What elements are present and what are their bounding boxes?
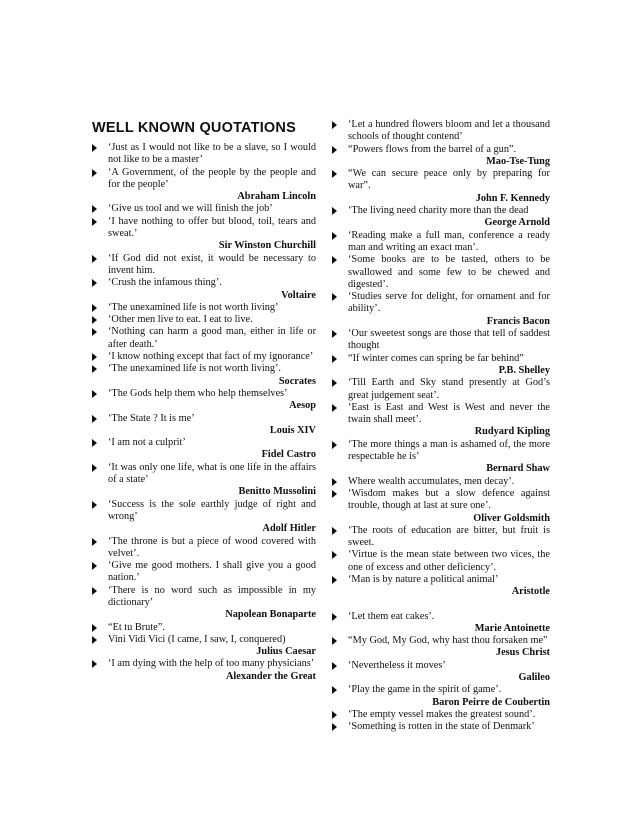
- quotation-text: ‘The more things a man is ashamed of, the more respectable he is’: [348, 438, 550, 463]
- bullet-triangle-icon: [92, 624, 97, 632]
- quotation-text: ‘A Government, of the people by the people and for the people’: [108, 166, 316, 190]
- quotation-item: [92, 634, 316, 646]
- bullet-triangle-icon: [332, 330, 337, 338]
- quotation-author: Aesop: [289, 400, 316, 412]
- bullet-triangle-icon: [92, 660, 97, 668]
- quotation-author: Galileo: [518, 672, 550, 684]
- quotation-text: ‘Just as I would not like to be a slave, so I would not like to be a master’: [108, 142, 316, 166]
- quotation-item: [92, 462, 316, 487]
- quotation-text: ‘The unexamined life is not worth living’: [108, 301, 279, 313]
- bullet-triangle-icon: [92, 464, 97, 472]
- bullet-triangle-icon: [92, 501, 97, 509]
- bullet-triangle-icon: [332, 637, 337, 645]
- bullet-triangle-icon: [332, 711, 337, 719]
- quotation-item: [332, 144, 550, 156]
- quotation-author: Socrates: [278, 375, 316, 387]
- quotation-item: [332, 230, 550, 255]
- quotation-text: ‘Some books are to be tasted, others to be swallowed and some few to be chewed and digested’.: [348, 254, 550, 290]
- bullet-triangle-icon: [332, 404, 337, 412]
- quotation-item: [332, 168, 550, 193]
- bullet-triangle-icon: [332, 170, 337, 178]
- quotation-item: [332, 574, 550, 586]
- bullet-triangle-icon: [332, 723, 337, 731]
- bullet-triangle-icon: [92, 279, 97, 287]
- bullet-triangle-icon: [92, 587, 97, 595]
- quotation-item: [332, 660, 550, 672]
- quotation-author: Marie Antoinette: [474, 622, 550, 634]
- quotation-text: ‘The living need charity more than the dead: [348, 205, 529, 217]
- quotation-text: ‘The Gods help them who help themselves’: [108, 387, 288, 399]
- quotation-author: Aristotle: [511, 586, 550, 598]
- quotation-text: ‘Give us tool and we will finish the job’: [108, 203, 273, 215]
- quotation-text: ‘Crush the infamous thing’.: [108, 277, 222, 289]
- quotation-text: Where wealth accumulates, men decay’.: [348, 475, 515, 487]
- quotation-item: [92, 536, 316, 561]
- bullet-triangle-icon: [332, 121, 337, 129]
- quotation-item: [332, 328, 550, 353]
- quotation-text: ‘Let them eat cakes’.: [348, 610, 435, 622]
- quotation-text: Vini Vidi Vici (I came, I saw, I, conquered): [108, 633, 286, 645]
- quotation-author: Voltaire: [281, 289, 316, 301]
- quotation-author: Fidel Castro: [261, 449, 316, 461]
- bullet-triangle-icon: [332, 686, 337, 694]
- bullet-triangle-icon: [92, 636, 97, 644]
- quotation-text: “Powers flows from the barrel of a gun”.: [348, 143, 517, 155]
- quotation-author: George Arnold: [484, 217, 550, 229]
- bullet-triangle-icon: [92, 328, 97, 336]
- quotation-item: [92, 277, 316, 289]
- quotation-author: Baron Peirre de Coubertin: [432, 696, 550, 708]
- page-title: WELL KNOWN QUOTATIONS: [92, 120, 296, 136]
- quotation-text: ‘Nothing can harm a good man, either in life or after death.’: [108, 326, 316, 350]
- bullet-triangle-icon: [332, 355, 337, 363]
- bullet-triangle-icon: [332, 293, 337, 301]
- bullet-triangle-icon: [92, 316, 97, 324]
- bullet-triangle-icon: [332, 490, 337, 498]
- quotation-text: ‘The empty vessel makes the greatest sound’.: [348, 708, 536, 720]
- quotation-text: ‘Let a hundred flowers bloom and let a thousand schools of thought contend’: [348, 119, 550, 143]
- quotation-item: [332, 254, 550, 291]
- quotation-item: [92, 203, 316, 215]
- bullet-triangle-icon: [332, 379, 337, 387]
- bullet-triangle-icon: [92, 353, 97, 361]
- quotation-text: “My God, My God, why hast thou forsaken me”: [348, 635, 548, 647]
- quotation-item: [332, 709, 550, 721]
- quotation-author: Jesus Christ: [495, 647, 550, 659]
- quotation-item: [92, 351, 316, 363]
- bullet-triangle-icon: [92, 365, 97, 373]
- quotation-item: [332, 439, 550, 464]
- quotation-text: ‘East is East and West is West and never the twain shall meet’.: [348, 401, 550, 426]
- quotation-text: ‘Man is by nature a political animal’: [348, 573, 499, 585]
- bullet-triangle-icon: [332, 527, 337, 535]
- bullet-triangle-icon: [332, 551, 337, 559]
- quotation-text: “We can secure peace only by preparing for war”.: [348, 168, 550, 192]
- bullet-triangle-icon: [92, 169, 97, 177]
- quotation-text: ‘It was only one life, what is one life in the affairs of a state’: [108, 461, 316, 486]
- quotation-text: ‘Something is rotten in the state of Denmark’: [348, 721, 535, 733]
- quotation-item: [332, 402, 550, 427]
- bullet-triangle-icon: [332, 256, 337, 264]
- quotation-item: [92, 437, 316, 449]
- quotation-text: ‘The roots of education are bitter, but fruit is sweet.: [348, 524, 550, 549]
- quotation-item: [92, 216, 316, 241]
- quotation-text: ‘Wisdom makes but a slow defence against trouble, though at last at sure one’.: [348, 487, 550, 512]
- quotation-text: ‘Success is the sole earthly judge of right and wrong’: [108, 498, 316, 522]
- quotation-text: “Et tu Brute”.: [108, 621, 165, 633]
- quotation-author: Bernard Shaw: [486, 463, 550, 475]
- quotation-text: ‘Our sweetest songs are those that tell of saddest thought: [348, 328, 550, 352]
- quotation-item: [332, 353, 550, 365]
- quotation-item: [92, 142, 316, 167]
- quotation-author: P.B. Shelley: [498, 364, 550, 376]
- left-column: [92, 120, 316, 683]
- quotation-text: ‘The throne is but a piece of wood covered with velvet’.: [108, 535, 316, 559]
- quotation-text: ‘Studies serve for delight, for ornament and for ability’.: [348, 291, 550, 315]
- quotation-item: [92, 585, 316, 610]
- quotation-item: [92, 658, 316, 670]
- quotation-text: ‘Give me good mothers. I shall give you a good nation.’: [108, 560, 316, 584]
- quotation-author: Adolf Hitler: [262, 523, 316, 535]
- quotation-item: [92, 560, 316, 585]
- bullet-triangle-icon: [92, 562, 97, 570]
- quotation-author: Francis Bacon: [486, 315, 550, 327]
- quotation-item: [92, 302, 316, 314]
- bullet-triangle-icon: [332, 613, 337, 621]
- quotation-author: Oliver Goldsmith: [473, 512, 550, 524]
- bullet-triangle-icon: [332, 478, 337, 486]
- quotation-text: ‘The State ? It is me’: [108, 412, 195, 424]
- quotation-item: [332, 291, 550, 316]
- quotation-item: [92, 388, 316, 400]
- quotation-text: ‘Till Earth and Sky stand presently at God’s great judgement seat’.: [348, 377, 550, 401]
- quotation-item: [332, 525, 550, 550]
- bullet-triangle-icon: [92, 218, 97, 226]
- bullet-triangle-icon: [92, 390, 97, 398]
- bullet-triangle-icon: [92, 439, 97, 447]
- bullet-triangle-icon: [92, 205, 97, 213]
- quotation-item: [92, 363, 316, 375]
- quotation-author: John F. Kennedy: [475, 192, 550, 204]
- quotation-item: [332, 721, 550, 733]
- bullet-triangle-icon: [92, 255, 97, 263]
- quotation-item: [332, 377, 550, 402]
- quotation-author: Mao-Tse-Tung: [486, 155, 550, 167]
- quotation-item: [92, 314, 316, 326]
- bullet-triangle-icon: [332, 207, 337, 215]
- quotation-author: Abraham Lincoln: [237, 191, 316, 203]
- bullet-triangle-icon: [332, 576, 337, 584]
- bullet-triangle-icon: [332, 662, 337, 670]
- quotation-text: ‘The unexamined life is not worth living’.: [108, 363, 282, 375]
- quotation-author: Sir Winston Churchill: [218, 240, 316, 252]
- quotation-item: [332, 205, 550, 217]
- quotation-author: Alexander the Great: [226, 670, 316, 682]
- quotation-item: [332, 119, 550, 144]
- section-spacer: [332, 599, 550, 611]
- quotation-text: ‘I am dying with the help of too many physicians’: [108, 658, 315, 670]
- quotation-text: “If winter comes can spring be far behind”: [348, 352, 524, 364]
- quotation-item: [332, 549, 550, 574]
- quotation-text: ‘Reading make a full man, conference a ready man and writing an exact man’.: [348, 229, 550, 253]
- bullet-triangle-icon: [92, 144, 97, 152]
- quotation-text: ‘Other men live to eat. I eat to live.: [108, 314, 253, 326]
- quotation-item: [332, 488, 550, 513]
- quotation-text: ‘Virtue is the mean state between two vices, the one of excess and other deficiency’.: [348, 549, 550, 573]
- quotation-item: [332, 611, 550, 623]
- quotation-author: Rudyard Kipling: [474, 426, 550, 438]
- quotation-item: [92, 253, 316, 278]
- right-column: [332, 119, 550, 734]
- quotation-author: Napolean Bonaparte: [225, 609, 316, 621]
- quotation-item: [92, 326, 316, 351]
- quotation-item: [332, 476, 550, 488]
- quotation-text: ‘I know nothing except that fact of my ignorance’: [108, 351, 314, 363]
- quotation-item: [92, 622, 316, 634]
- quotation-text: ‘I have nothing to offer but blood, toil, tears and sweat.’: [108, 215, 316, 240]
- quotation-item: [332, 635, 550, 647]
- quotation-item: [92, 167, 316, 192]
- bullet-triangle-icon: [92, 304, 97, 312]
- quotation-item: [332, 684, 550, 696]
- quotation-text: ‘Play the game in the spirit of game’.: [348, 684, 502, 696]
- quotation-author: Benitto Mussolini: [238, 486, 316, 498]
- bullet-triangle-icon: [332, 441, 337, 449]
- bullet-triangle-icon: [332, 146, 337, 154]
- bullet-triangle-icon: [92, 415, 97, 423]
- bullet-triangle-icon: [92, 538, 97, 546]
- quotation-item: [92, 499, 316, 524]
- bullet-triangle-icon: [332, 232, 337, 240]
- quotation-author: Louis XIV: [269, 424, 316, 436]
- quotation-item: [92, 413, 316, 425]
- quotation-author: Julius Caesar: [256, 646, 316, 658]
- quotation-text: ‘There is no word such as impossible in my dictionary’: [108, 584, 316, 608]
- quotation-text: ‘If God did not exist, it would be necessary to invent him.: [108, 252, 316, 276]
- quotation-text: ‘Nevertheless it moves’: [348, 659, 446, 671]
- quotation-text: ‘I am not a culprit’: [108, 437, 186, 449]
